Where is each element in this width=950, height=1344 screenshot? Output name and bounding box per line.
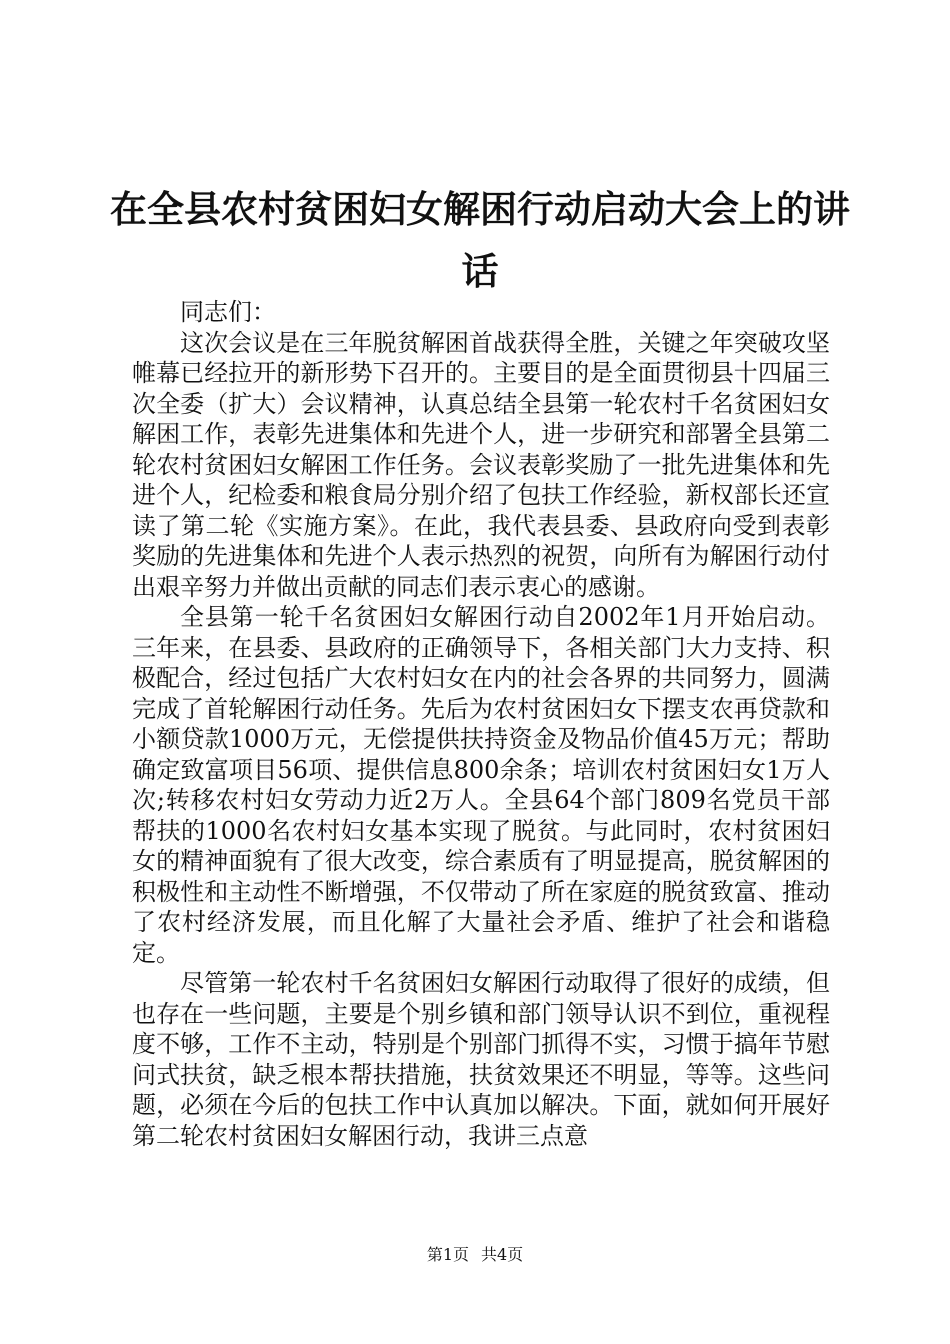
page-footer [0,1245,950,1265]
document-body [132,297,830,1151]
body-paragraph: 尽管第一轮农村千名贫困妇女解困行动取得了很好的成绩，但也存在一些问题，主要是个别乡镇和部门领导认识不到位，重视程度不够，工作不主动，特别是个别部门抓得不实，习惯于搞年节慰问式扶贫，缺乏根本帮扶措施，扶贫效果还不明显，等等。这些问题，必须在今后的包扶工作中认真加以解决。下面，就如何开展好第二轮农村贫困妇女解困行动，我讲三点意 [132,969,830,1150]
document-title: 在全县农村贫困妇女解困行动启动大会上的讲话 [110,187,850,293]
body-paragraph: 全县第一轮千名贫困妇女解困行动自2002年1月开始启动。三年来，在县委、县政府的正确领导下，各相关部门大力支持、积极配合，经过包括广大农村妇女在内的社会各界的共同努力，圆满完成了首轮解困行动任务。先后为农村贫困妇女下摆支农再贷款和小额贷款1000万元，无偿提供扶持资金及物品价值45万元；帮助确定致富项目56项、提供信息800余条；培训农村贫困妇女1万人次;转移农村妇女劳动力近2万人。全县64个部门809名党员干部帮扶的1000名农村妇女基本实现了脱贫。与此同时，农村贫困妇女的精神面貌有了很大改变，综合素质有了明显提高，脱贫解困的积极性和主动性不断增强，不仅带动了所在家庭的脱贫致富、推动了农村经济发展，而且化解了大量社会矛盾、维护了社会和谐稳定。 [132,603,830,967]
body-paragraph: 这次会议是在三年脱贫解困首战获得全胜，关键之年突破攻坚帷幕已经拉开的新形势下召开的。主要目的是全面贯彻县十四届三次全委（扩大）会议精神，认真总结全县第一轮农村千名贫困妇女解困工作，表彰先进集体和先进个人，进一步研究和部署全县第二轮农村贫困妇女解困工作任务。会议表彰奖励了一批先进集体和先进个人，纪检委和粮食局分别介绍了包扶工作经验，新权部长还宣读了第二轮《实施方案》。在此，我代表县委、县政府向受到表彰奖励的先进集体和先进个人表示热烈的祝贺，向所有为解困行动付出艰辛努力并做出贡献的同志们表示衷心的感谢。 [132,328,830,601]
page-number: 第1页 [426,1245,469,1264]
salutation-paragraph: 同志们： [180,298,276,326]
page-total: 共4页 [481,1245,524,1264]
